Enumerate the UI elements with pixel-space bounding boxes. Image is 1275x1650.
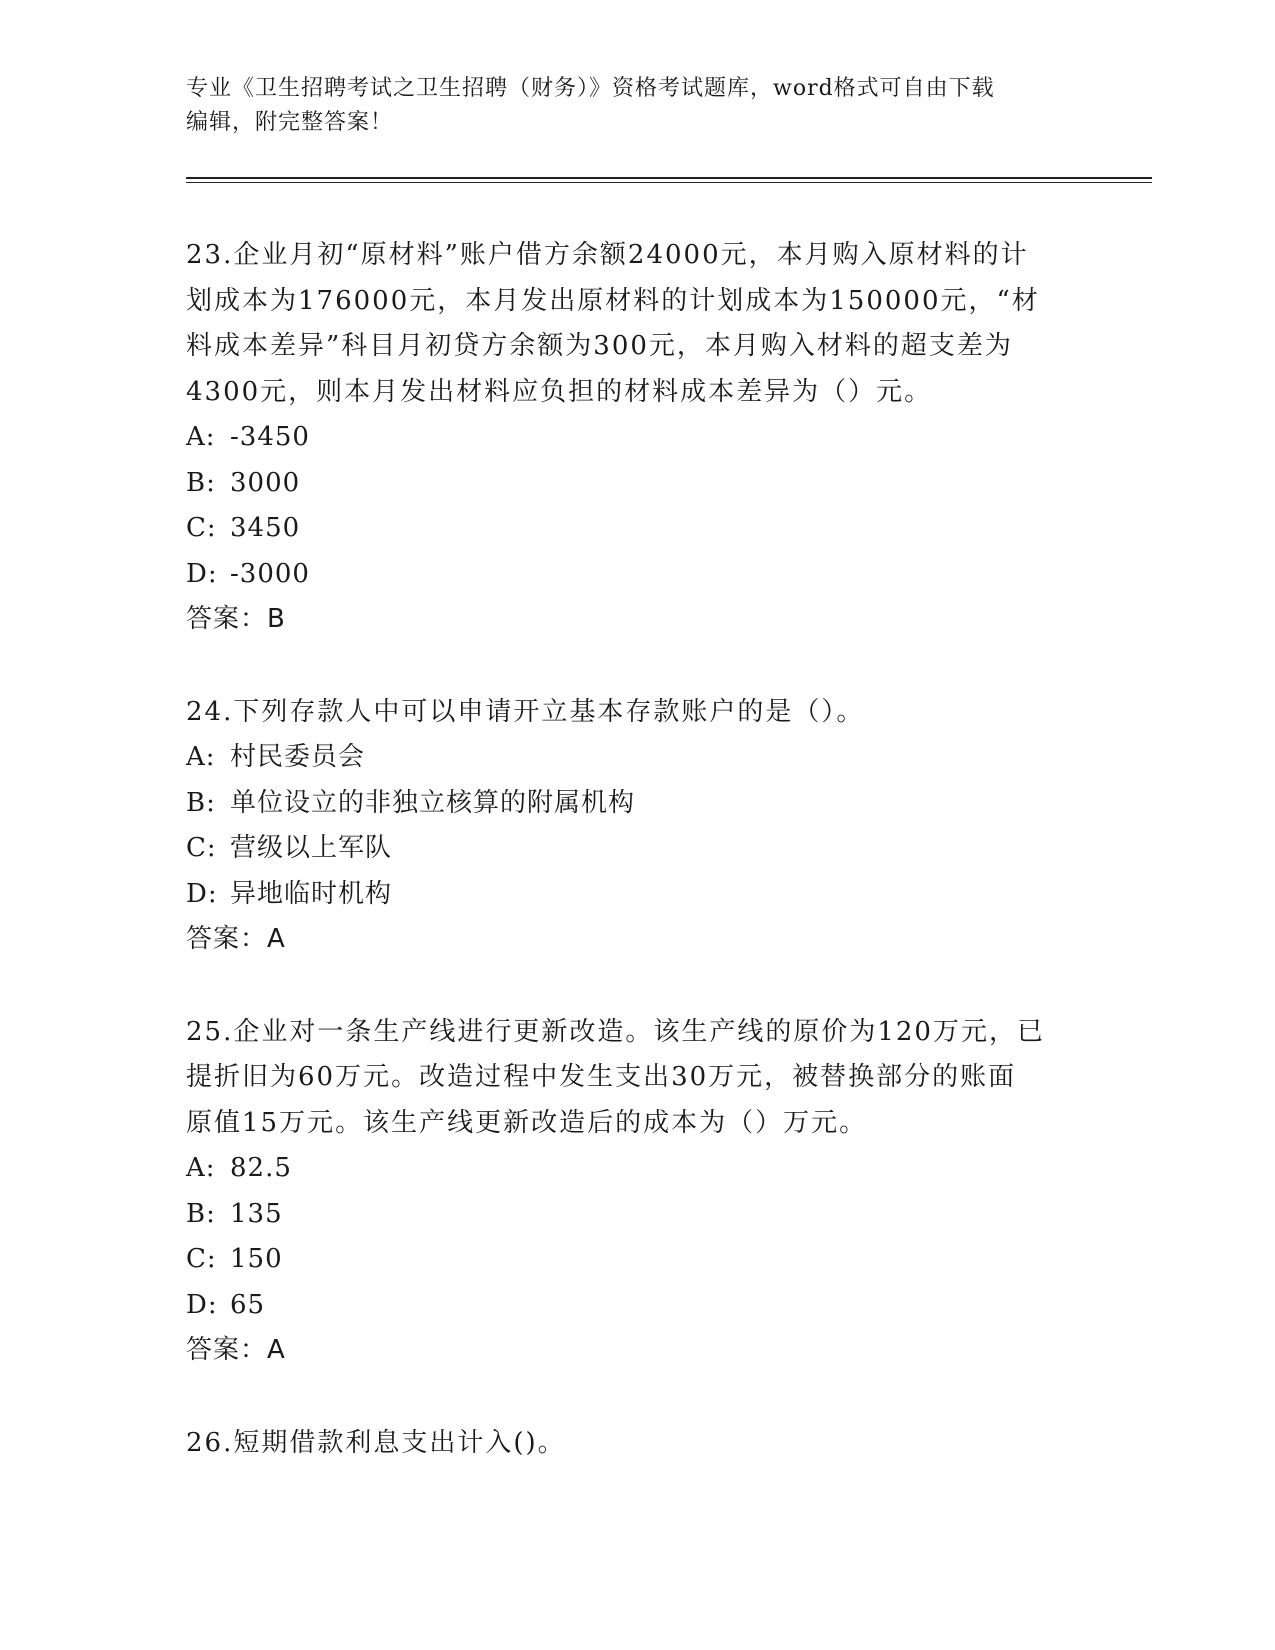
question-text-line: 提折旧为60万元。改造过程中发生支出30万元，被替换部分的账面 <box>186 1062 1017 1092</box>
answer-option <box>186 461 1086 507</box>
option-label: A: <box>186 742 216 772</box>
option-label: A: <box>186 1153 216 1183</box>
answer-option <box>186 826 1086 872</box>
option-label: B: <box>186 467 216 498</box>
header-line-2: 编辑，附完整答案！ <box>186 110 394 135</box>
question-block <box>186 690 1086 963</box>
option-text: 150 <box>230 1244 283 1274</box>
option-text: -3450 <box>230 422 310 452</box>
question-list <box>186 233 1086 1513</box>
answer-key: 答案：A <box>186 1335 286 1365</box>
question-text-line: 4300元，则本月发出材料应负担的材料成本差异为（）元。 <box>186 376 933 407</box>
option-text: 3450 <box>230 513 301 543</box>
option-label: D: <box>186 558 218 589</box>
header-divider-thin <box>186 182 1152 183</box>
answer-option <box>186 872 1086 918</box>
option-text: 135 <box>230 1198 283 1229</box>
option-text: 村民委员会 <box>230 742 366 772</box>
answer-option <box>186 735 1086 781</box>
answer-option <box>186 552 1086 598</box>
document-header <box>186 72 1086 140</box>
answer-option <box>186 1192 1086 1238</box>
option-label: C: <box>186 833 217 863</box>
answer-option <box>186 1283 1086 1329</box>
answer-key: 答案：B <box>186 604 286 634</box>
option-text: 营级以上军队 <box>230 833 393 863</box>
question-block <box>186 1010 1086 1374</box>
question-block <box>186 233 1086 643</box>
option-text: -3000 <box>230 558 310 589</box>
option-label: A: <box>186 422 216 452</box>
option-label: D: <box>186 1289 218 1320</box>
question-text-line: 24.下列存款人中可以申请开立基本存款账户的是（）。 <box>186 696 865 727</box>
question-text-line: 23.企业月初“原材料”账户借方余额24000元，本月购入原材料的计 <box>186 240 1029 270</box>
option-label: C: <box>186 1244 217 1274</box>
question-block <box>186 1421 1086 1467</box>
option-text: 异地临时机构 <box>230 878 393 909</box>
answer-option <box>186 506 1086 552</box>
option-label: B: <box>186 787 216 818</box>
option-label: C: <box>186 513 217 543</box>
option-label: B: <box>186 1198 216 1229</box>
answer-option <box>186 781 1086 827</box>
answer-option <box>186 1146 1086 1192</box>
option-text: 3000 <box>230 467 301 498</box>
answer-option <box>186 415 1086 461</box>
answer-option <box>186 1237 1086 1283</box>
question-text-line: 料成本差异”科目月初贷方余额为300元，本月购入材料的超支差为 <box>186 331 1013 361</box>
option-label: D: <box>186 878 218 909</box>
answer-key: 答案：A <box>186 924 286 954</box>
header-line-1: 专业《卫生招聘考试之卫生招聘（财务）》资格考试题库，word格式可自由下载 <box>186 76 995 101</box>
question-text-line: 原值15万元。该生产线更新改造后的成本为（）万元。 <box>186 1107 868 1138</box>
question-text-line: 26.短期借款利息支出计入()。 <box>186 1427 566 1458</box>
header-divider-thick <box>186 177 1152 179</box>
question-text-line: 划成本为176000元，本月发出原材料的计划成本为150000元，“材 <box>186 285 1040 316</box>
option-text: 82.5 <box>230 1153 292 1183</box>
option-text: 单位设立的非独立核算的附属机构 <box>230 787 636 818</box>
option-text: 65 <box>230 1289 266 1320</box>
question-text-line: 25.企业对一条生产线进行更新改造。该生产线的原价为120万元，已 <box>186 1016 1045 1047</box>
